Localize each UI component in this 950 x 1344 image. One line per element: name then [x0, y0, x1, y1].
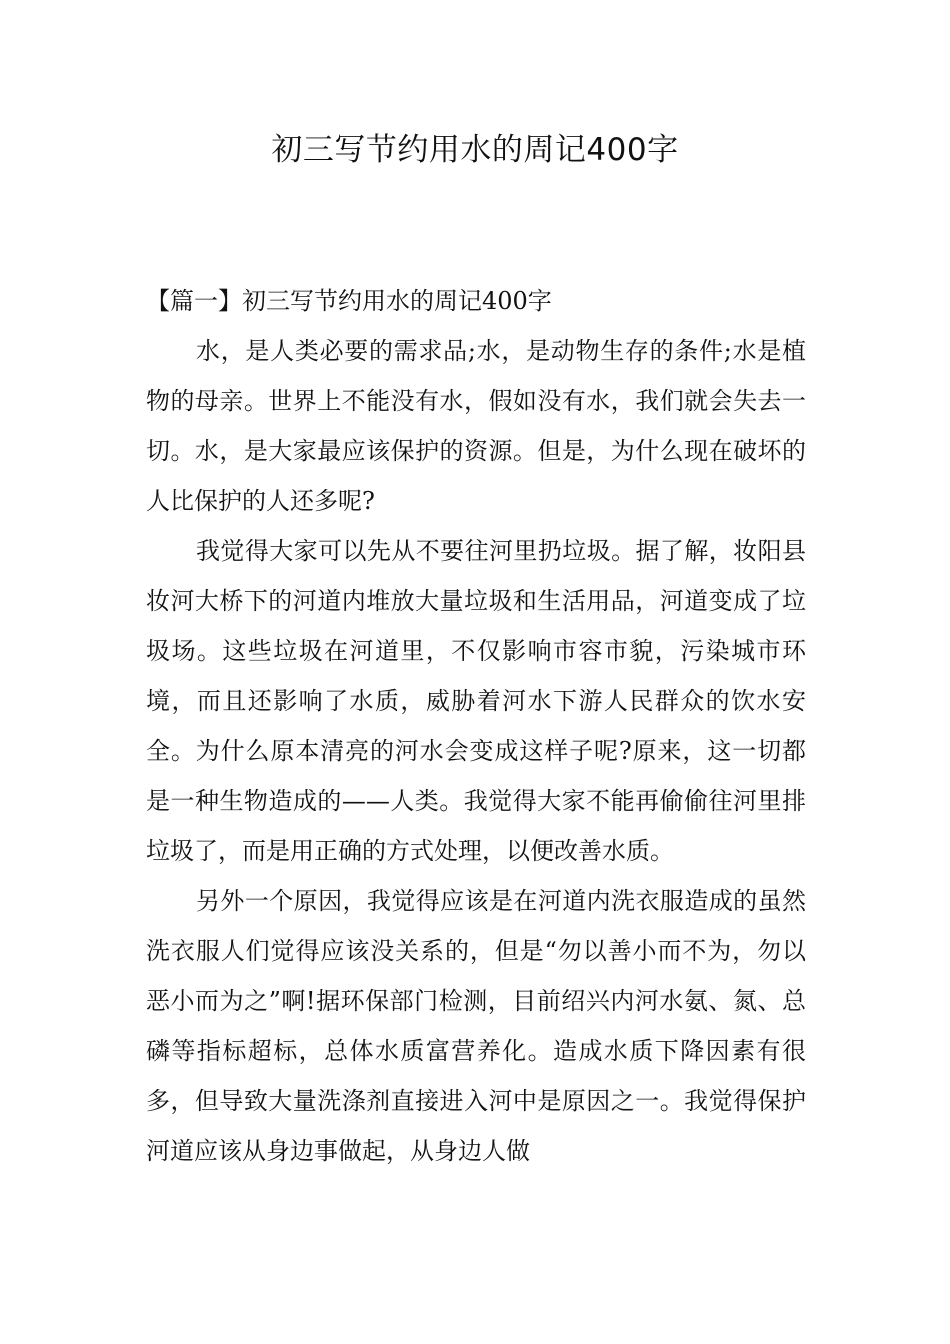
paragraph-3: 另外一个原因，我觉得应该是在河道内洗衣服造成的虽然洗衣服人们觉得应该没关系的，但是“勿以善小而不为，勿以恶小而为之”啊!据环保部门检测，目前绍兴内河水氨、氮、总磷等指标超标，总体水质富营养化。造成水质下降因素有很多，但导致大量洗涤剂直接进入河中是原因之一。我觉得保护河道应该从身边事做起，从身边人做 [146, 887, 806, 1165]
paragraph-1: 水，是人类必要的需求品;水，是动物生存的条件;水是植物的母亲。世界上不能没有水，假如没有水，我们就会失去一切。水，是大家最应该保护的资源。但是，为什么现在破坏的人比保护的人还多呢? [146, 337, 806, 515]
document-body [146, 276, 806, 1176]
paragraph-2: 我觉得大家可以先从不要往河里扔垃圾。据了解，妆阳县妆河大桥下的河道内堆放大量垃圾和生活用品，河道变成了垃圾场。这些垃圾在河道里，不仅影响市容市貌，污染城市环境，而且还影响了水质，威胁着河水下游人民群众的饮水安全。为什么原本清亮的河水会变成这样子呢?原来，这一切都是一种生物造成的——人类。我觉得大家不能再偷偷往河里排垃圾了，而是用正确的方式处理，以便改善水质。 [146, 537, 806, 865]
document-title: 初三写节约用水的周记400字 [271, 132, 679, 168]
section-heading: 【篇一】初三写节约用水的周记400字 [146, 287, 552, 315]
